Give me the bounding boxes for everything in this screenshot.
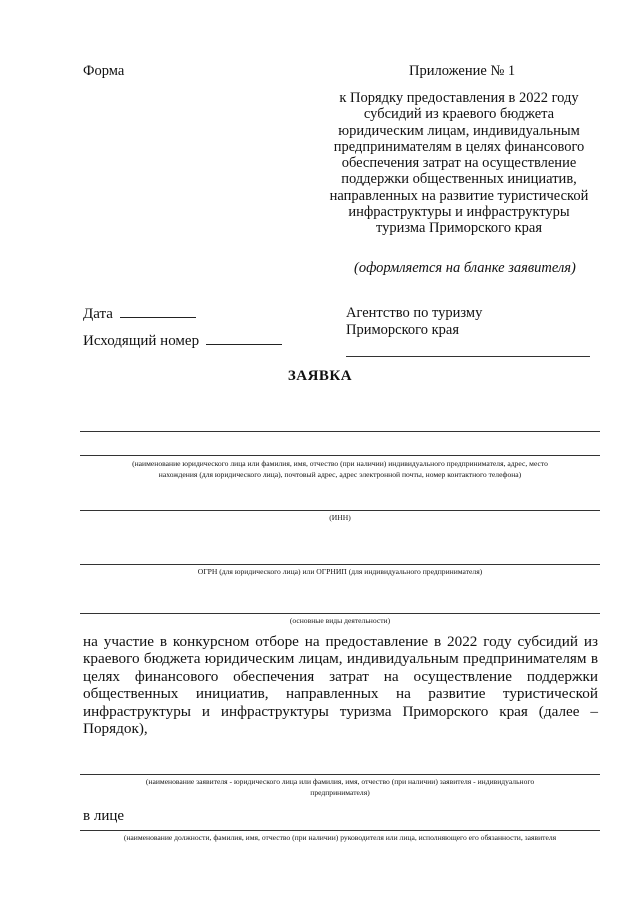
appendix-line: туризма Приморского края bbox=[375, 220, 543, 237]
date-label: Дата bbox=[83, 306, 113, 322]
inn-caption: (ИНН) bbox=[329, 513, 351, 522]
appendix-line: обеспечения затрат на осуществление bbox=[341, 155, 577, 172]
paragraph-line: на участие в конкурсном отборе на предоставление в 2022 году субсидий из bbox=[83, 633, 598, 650]
outgoing-number-field bbox=[83, 331, 282, 350]
representative-caption: (наименование должности, фамилия, имя, отчество (при наличии) руководителя или лица, исполняющего его обязанности, заявителя bbox=[123, 833, 557, 842]
applicant-caption bbox=[80, 458, 600, 480]
ogrn-caption: ОГРН (для юридического лица) или ОГРНИП (для индивидуального предпринимателя) bbox=[197, 567, 483, 576]
appendix-line: юридическим лицам, индивидуальным bbox=[338, 122, 580, 139]
appendix-line: поддержки общественных инициатив, bbox=[341, 171, 577, 188]
outgoing-number-label: Исходящий номер bbox=[83, 333, 200, 349]
date-blank[interactable] bbox=[120, 304, 196, 318]
form-label: Форма bbox=[83, 63, 125, 79]
appendix-reference bbox=[306, 90, 612, 237]
caption-line: предпринимателя) bbox=[310, 788, 370, 797]
caption-line: (наименование заявителя - юридического лица или фамилия, имя, отчество (при наличии) заявителя - индивидуального bbox=[145, 777, 535, 786]
recipient-underline bbox=[346, 356, 590, 357]
activities-caption: (основные виды деятельности) bbox=[289, 616, 391, 625]
representative-line[interactable] bbox=[80, 830, 600, 831]
page-title: ЗАЯВКА bbox=[287, 368, 353, 384]
inn-line[interactable] bbox=[80, 510, 600, 511]
recipient-line: Агентство по туризму bbox=[346, 305, 483, 321]
caption-line: (наименование юридического лица или фамилия, имя, отчество (при наличии) индивидуального предпринимателя, адрес, место bbox=[132, 459, 548, 468]
appendix-line: предпринимателям в целях финансового bbox=[333, 138, 585, 155]
applicant-line[interactable] bbox=[80, 431, 600, 432]
outgoing-number-blank[interactable] bbox=[206, 331, 282, 345]
appendix-line: инфраструктуры и инфраструктуры bbox=[348, 204, 570, 221]
paragraph-line: целях финансового обеспечения затрат на осуществление поддержки bbox=[83, 667, 598, 685]
applicant-name-line[interactable] bbox=[80, 774, 600, 775]
activities-line[interactable] bbox=[80, 613, 600, 614]
represented-by-label: в лице bbox=[83, 808, 125, 824]
paragraph-line: инфраструктуры и инфраструктуры туризма Приморского края (далее – bbox=[83, 702, 598, 720]
recipient-line: Приморского края bbox=[346, 322, 460, 338]
paragraph-line: Порядок), bbox=[83, 720, 148, 738]
application-paragraph bbox=[83, 633, 598, 737]
appendix-number: Приложение № 1 bbox=[409, 63, 516, 79]
date-field bbox=[83, 304, 196, 323]
ogrn-line[interactable] bbox=[80, 564, 600, 565]
paragraph-line: краевого бюджета юридическим лицам, индивидуальным предпринимателям в bbox=[83, 650, 598, 668]
applicant-line[interactable] bbox=[80, 455, 600, 456]
paragraph-line: общественных инициатив, направленных на развитие туристической bbox=[83, 685, 598, 703]
appendix-line: субсидий из краевого бюджета bbox=[363, 106, 555, 123]
letterhead-note: (оформляется на бланке заявителя) bbox=[354, 260, 576, 276]
appendix-line: к Порядку предоставления в 2022 году bbox=[339, 90, 579, 106]
applicant-name-caption bbox=[80, 776, 600, 798]
caption-line: нахождения (для юридического лица), почтовый адрес, адрес электронной почты, номер контактного телефона) bbox=[158, 470, 522, 479]
appendix-line: направленных на развитие туристической bbox=[329, 187, 589, 204]
